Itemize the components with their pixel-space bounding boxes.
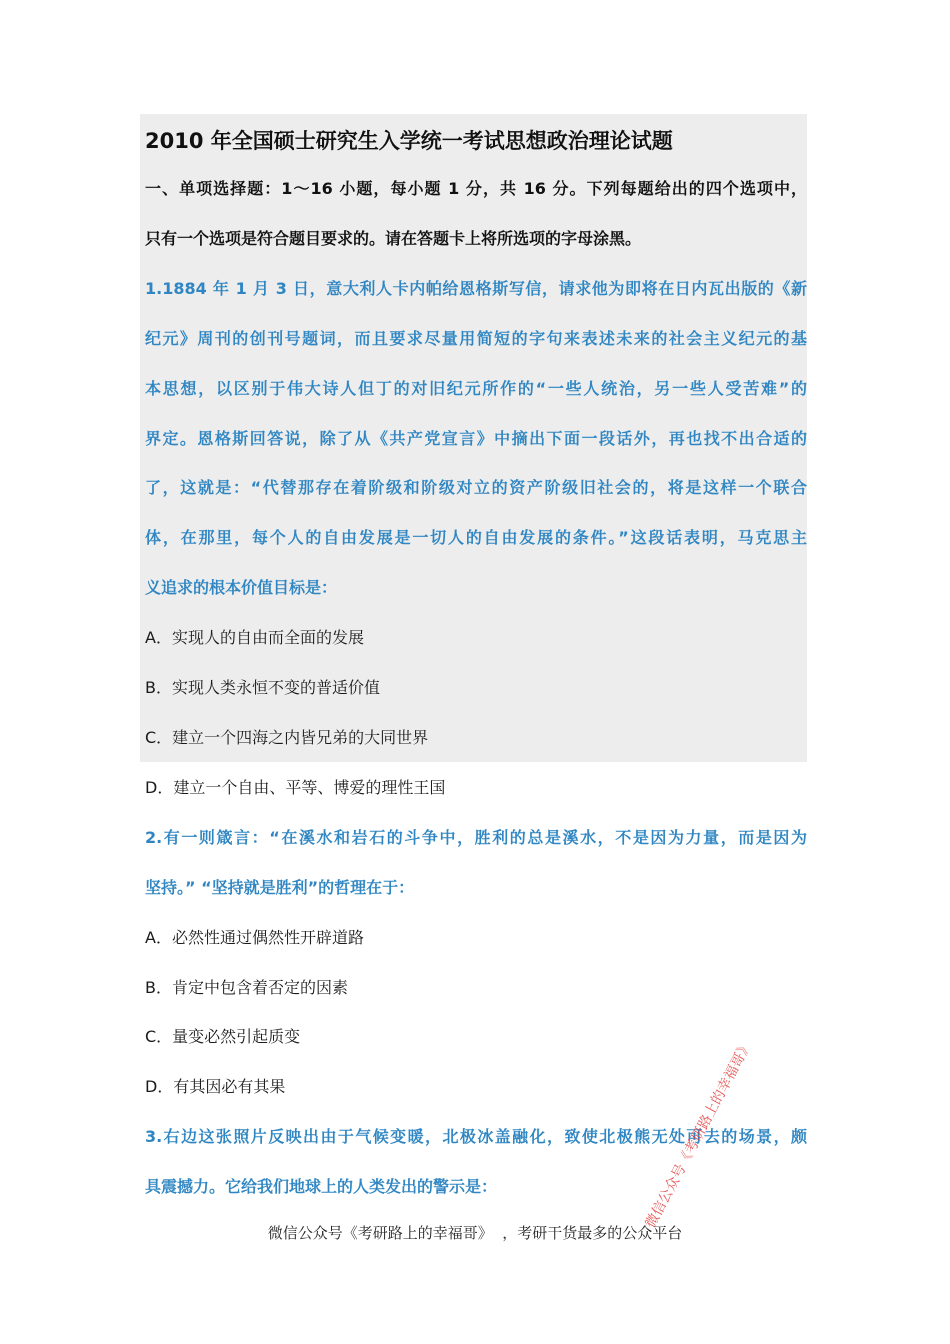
page-title: 2010 年全国硕士研究生入学统一考试思想政治理论试题: [145, 129, 673, 153]
question-2-line: 坚持。” “坚持就是胜利”的哲理在于：: [145, 877, 415, 897]
question-1-line: 义追求的根本价值目标是：: [145, 578, 338, 598]
question-1-line: 体，在那里，每个人的自由发展是一切人的自由发展的条件。”这段话表明，马克思主: [145, 528, 807, 548]
question-2-option-d: D．有其因必有其果: [145, 1077, 286, 1097]
watermark-text: 微信公众号《考研路上的幸福哥》: [642, 1037, 756, 1231]
document-body: [145, 118, 807, 1212]
question-1-option-b: B．实现人类永恒不变的普适价值: [145, 678, 380, 698]
question-1-line: 1.1884 年 1 月 3 日，意大利人卡内帕给恩格斯写信，请求他为即将在日内瓦出版的《新: [145, 278, 807, 298]
question-2-option-b: B．肯定中包含着否定的因素: [145, 977, 348, 997]
question-1-option-c: C．建立一个四海之内皆兄弟的大同世界: [145, 727, 429, 747]
section-instruction-line-2: 只有一个选项是符合题目要求的。请在答题卡上将所选项的字母涂黑。: [145, 228, 642, 248]
question-2: [145, 813, 807, 1112]
question-1-option-d: D．建立一个自由、平等、博爱的理性王国: [145, 777, 446, 797]
question-2-line: 2.有一则箴言：“在溪水和岩石的斗争中，胜利的总是溪水，不是因为力量，而是因为: [145, 827, 807, 847]
question-1-line: 了，这就是：“代替那存在着阶级和阶级对立的资产阶级旧社会的，将是这样一个联合: [145, 478, 807, 498]
question-2-option-a: A．必然性通过偶然性开辟道路: [145, 927, 364, 947]
question-1-option-a: A．实现人的自由而全面的发展: [145, 628, 364, 648]
question-1-line: 纪元》周刊的创刊号题词，而且要求尽量用简短的字句来表述未来的社会主义纪元的基: [145, 328, 807, 348]
question-3-line: 3.右边这张照片反映出由于气候变暖，北极冰盖融化，致使北极熊无处可去的场景，颇: [145, 1127, 807, 1147]
question-2-option-c: C．量变必然引起质变: [145, 1027, 301, 1047]
question-3-line: 具震撼力。它给我们地球上的人类发出的警示是：: [145, 1177, 498, 1197]
question-1-line: 本思想，以区别于伟大诗人但丁的对旧纪元所作的“一些人统治，另一些人受苦难”的: [145, 378, 807, 398]
question-1: [145, 264, 807, 813]
question-1-line: 界定。恩格斯回答说，除了从《共产党宣言》中摘出下面一段话外，再也找不出合适的: [145, 428, 807, 448]
section-instruction-line-1: 一、单项选择题：1～16 小题，每小题 1 分，共 16 分。下列每题给出的四个选项中，: [145, 179, 807, 198]
page-footer: 微信公众号《考研路上的幸福哥》 ，考研干货最多的公众平台: [267, 1224, 683, 1242]
